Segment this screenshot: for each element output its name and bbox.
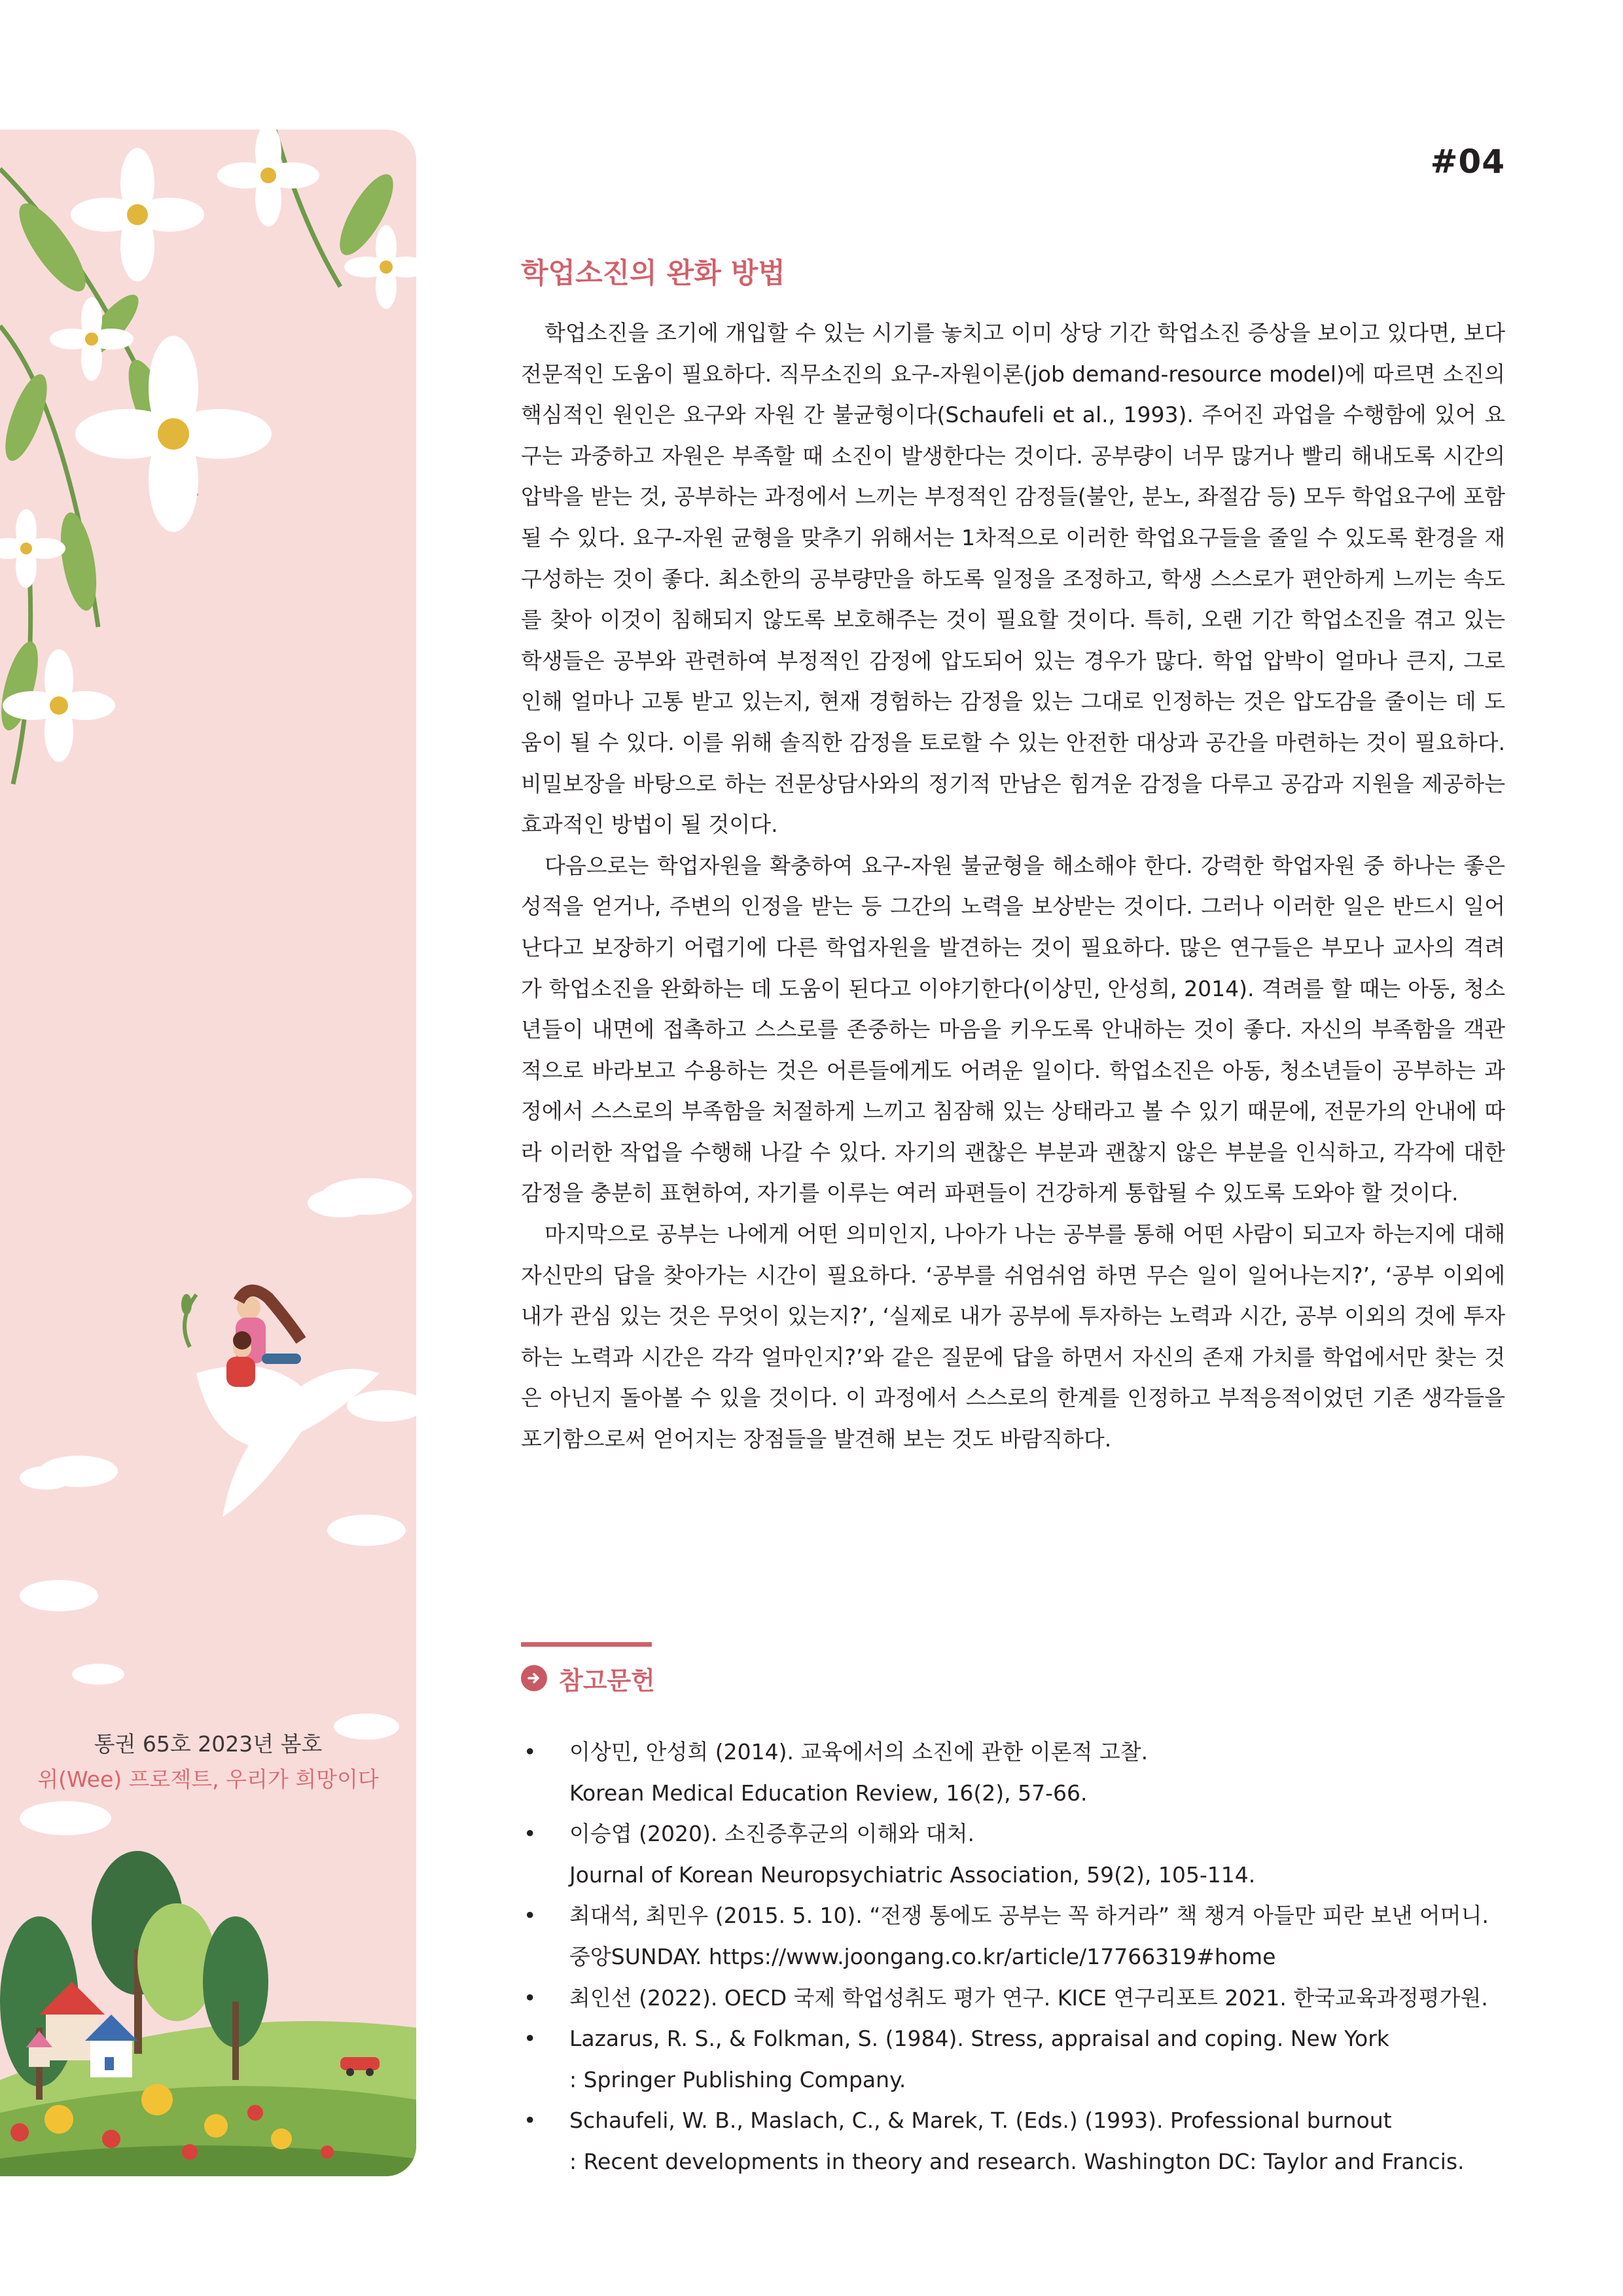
reference-line: • 이승엽 (2020). 소진증후군의 이해와 대처.: [569, 1821, 974, 1847]
reference-line: : Springer Publishing Company.: [569, 2066, 906, 2092]
sidebar-illustration: [0, 130, 416, 2176]
page-number: #04: [1430, 143, 1505, 181]
reference-line: : Recent developments in theory and research. Washington DC: Taylor and Francis.: [569, 2148, 1465, 2174]
reference-line: • 최인선 (2022). OECD 국제 학업성취도 평가 연구. KICE 연구리포트 2021. 한국교육과정평가원.: [569, 1984, 1488, 2011]
arrow-right-circle-icon: [521, 1665, 547, 1691]
references-title: 참고문헌: [559, 1666, 655, 1695]
paragraph: 학업소진을 조기에 개입할 수 있는 시기를 놓치고 이미 상당 기간 학업소진 증상을 보이고 있다면, 보다 전문적인 도움이 필요하다. 직무소진의 요구-자원이론(job demand-resource model)에 따르면 소진의 핵심적인 원인은 요구와 자원 간 불균형이다(Schaufeli et al., 1993). 주어진 과업을 수행함에 있어 요구는 과중하고 자원은 부족할 때 소진이 발생한다는 것이다. 공부량이 너무 많거나 빨리 해내도록 시간의 압박을 받는 것, 공부하는 과정에서 느끼는 부정적인 감정들(불안, 분노, 좌절감 등) 모두 학업요구에 포함될 수 있다. 요구-자원 균형을 맞추기 위해서는 1차적으로 이러한 학업요구들을 줄일 수 있도록 환경을 재구성하는 것이 좋다. 최소한의 공부량만을 하도록 일정을 조정하고, 학생 스스로가 편안하게 느끼는 속도를 찾아 이것이 침해되지 않도록 보호해주는 것이 필요할 것이다. 특히, 오랜 기간 학업소진을 겪고 있는 학생들은 공부와 관련하여 부정적인 감정에 압도되어 있는 경우가 많다. 학업 압박이 얼마나 큰지, 그로 인해 얼마나 고통 받고 있는지, 현재 경험하는 감정을 있는 그대로 인정하는 것은 압도감을 줄이는 데 도움이 될 수 있다. 이를 위해 솔직한 감정을 토로할 수 있는 안전한 대상과 공간을 마련하는 것이 필요하다. 비밀보장을 바탕으로 하는 전문상담사와의 정기적 만남은 힘겨운 감정을 다루고 공감과 지원을 제공하는 효과적인 방법이 될 것이다.: [521, 320, 1506, 838]
sidebar: [0, 130, 416, 2176]
reference-item: [524, 1895, 1505, 1977]
reference-line: • 이상민, 안성희 (2014). 교육에서의 소진에 관한 이론적 고찰.: [569, 1739, 1149, 1765]
reference-item: [524, 2100, 1505, 2182]
paragraph: 마지막으로 공부는 나에게 어떤 의미인지, 나아가 나는 공부를 통해 어떤 사람이 되고자 하는지에 대해 자신만의 답을 찾아가는 시간이 필요하다. ‘공부를 쉬엄쉬엄 하면 무슨 일이 일어나는지?’, ‘공부 이외에 내가 관심 있는 것은 무엇이 있는지?’, ‘실제로 내가 공부에 투자하는 노력과 시간, 공부 이외의 것에 투자하는 노력과 시간은 각각 얼마인지?’와 같은 질문에 답을 하면서 자신의 존재 가치를 학업에서만 찾는 것은 아닌지 돌아볼 수 있을 것이다. 이 과정에서 스스로의 한계를 인정하고 부적응적이었던 기존 생각들을 포기함으로써 얻어지는 장점들을 발견해 보는 것도 바람직하다.: [521, 1221, 1505, 1452]
paragraph: 다음으로는 학업자원을 확충하여 요구-자원 불균형을 해소해야 한다. 강력한 학업자원 중 하나는 좋은 성적을 얻거나, 주변의 인정을 받는 등 그간의 노력을 보상받는 것이다. 그러나 이러한 일은 반드시 일어난다고 보장하기 어렵기에 다른 학업자원을 발견하는 것이 필요하다. 많은 연구들은 부모나 교사의 격려가 학업소진을 완화하는 데 도움이 된다고 이야기한다(이상민, 안성희, 2014). 격려를 할 때는 아동, 청소년들이 내면에 접촉하고 스스로를 존중하는 마음을 키우도록 안내하는 것이 좋다. 자신의 부족함을 객관적으로 바라보고 수용하는 것은 어른들에게도 어려운 일이다. 학업소진은 아동, 청소년들이 공부하는 과정에서 스스로의 부족함을 처절하게 느끼고 침잠해 있는 상태라고 볼 수 있기 때문에, 전문가의 안내에 따라 이러한 작업을 수행해 나갈 수 있다. 자기의 괜찮은 부분과 괜찮지 않은 부분을 인식하고, 각각에 대한 감정을 충분히 표현하여, 자기를 이루는 여러 파편들이 건강하게 통합될 수 있도록 도와야 할 것이다.: [521, 852, 1505, 1206]
landscape-illustration: [0, 1851, 416, 2176]
section-title: 학업소진의 완화 방법: [521, 257, 785, 290]
issue-number: 통권 65호 2023년 봄호: [94, 1731, 323, 1757]
reference-item: [524, 1978, 1505, 2019]
body-text: [521, 313, 1505, 1460]
issue-info: [0, 1727, 416, 1797]
reference-line: Korean Medical Education Review, 16(2), 57-66.: [569, 1780, 1088, 1806]
reference-line: • Lazarus, R. S., & Folkman, S. (1984). Stress, appraisal and coping. New York: [569, 2026, 1389, 2052]
reference-item: [524, 2018, 1505, 2100]
reference-line: Journal of Korean Neuropsychiatric Association, 59(2), 105-114.: [569, 1861, 1256, 1888]
reference-line: • Schaufeli, W. B., Maslach, C., & Marek, T. (Eds.) (1993). Professional burnout: [569, 2108, 1392, 2134]
issue-subtitle: 위(Wee) 프로젝트, 우리가 희망이다: [37, 1767, 379, 1792]
reference-line: 중앙SUNDAY. https://www.joongang.co.kr/article/17766319#home: [569, 1943, 1276, 1969]
reference-item: [524, 1814, 1505, 1895]
reference-line: • 최대석, 최민우 (2015. 5. 10). “전쟁 통에도 공부는 꼭 하거라” 책 챙겨 아들만 피란 보낸 어머니.: [569, 1903, 1489, 1929]
references-divider: [521, 1642, 652, 1647]
references-list: [524, 1732, 1505, 2183]
reference-item: [524, 1732, 1505, 1814]
references-heading: [521, 1660, 655, 1696]
